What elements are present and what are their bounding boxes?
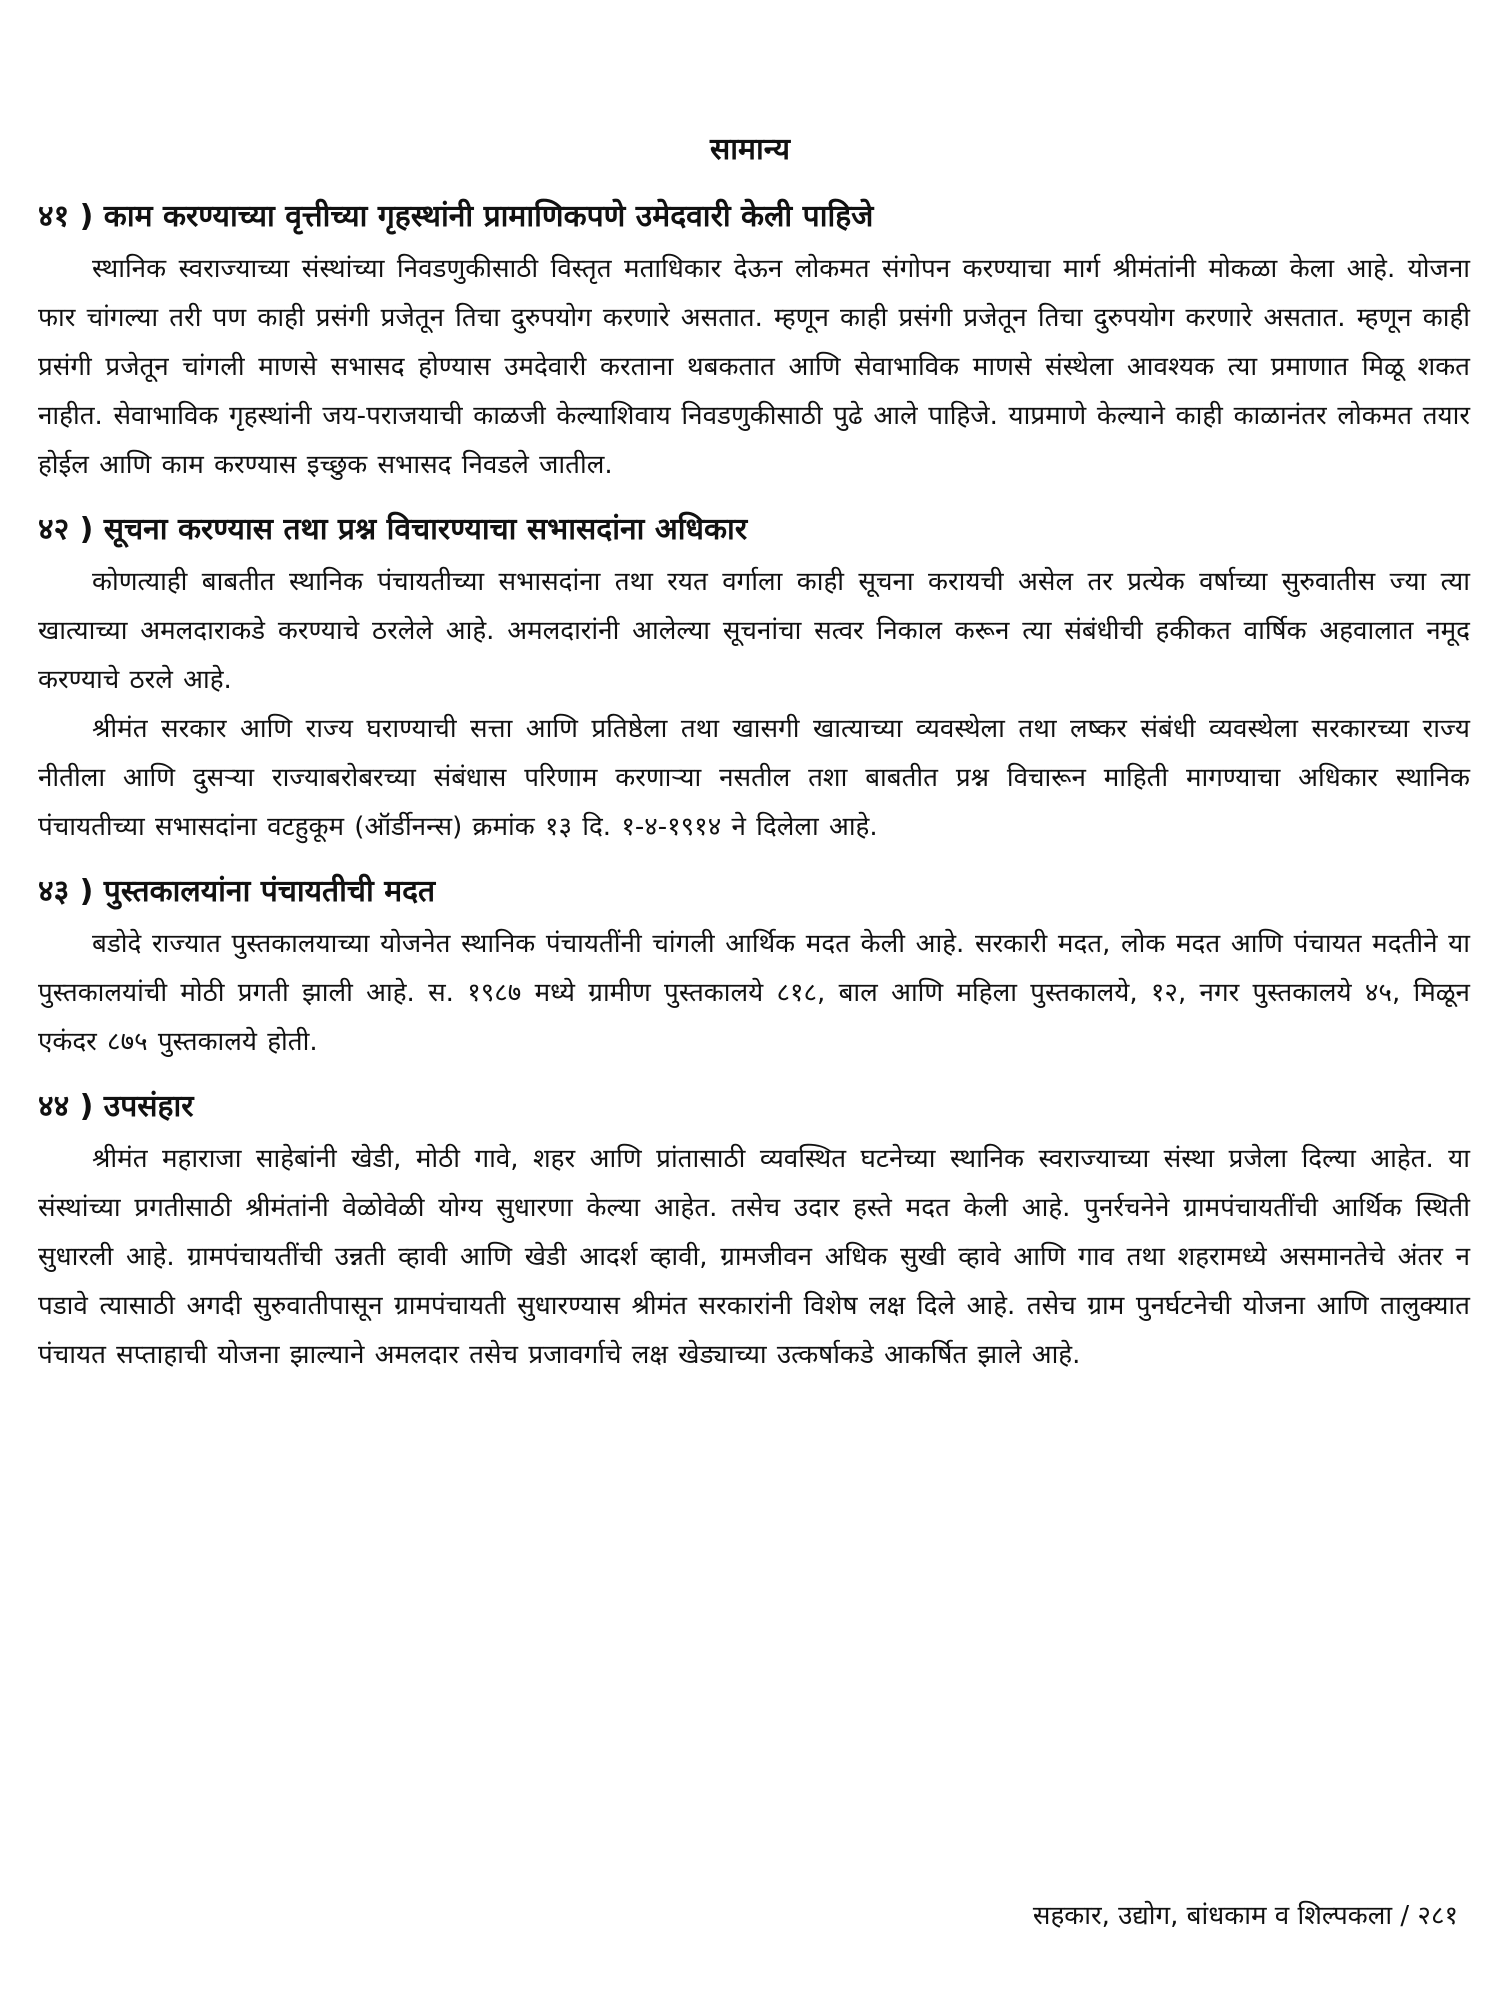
page-title: सामान्य xyxy=(709,132,790,167)
page-content xyxy=(38,195,1470,1398)
paragraph: बडोदे राज्यात पुस्तकालयाच्या योजनेत स्थानिक पंचायतींनी चांगली आर्थिक मदत केली आहे. सरकारी मदत, लोक मदत आणि पंचायत मदतीने या पुस्तकालयांची मोठी प्रगती झाली आहे. स. १९८७ मध्ये ग्रामीण पुस्तकालये ८१८, बाल आणि महिला पुस्तकालये, १२, नगर पुस्तकालये ४५, मिळून एकंदर ८७५ पुस्तकालये होती. xyxy=(38,929,1470,1057)
section-heading: ४२ ) सूचना करण्यास तथा प्रश्न विचारण्याचा सभासदांना अधिकार xyxy=(38,512,748,547)
section-heading: ४१ ) काम करण्याच्या वृत्तीच्या गृहस्थांनी प्रामाणिकपणे उमेदवारी केली पाहिजे xyxy=(38,199,874,234)
section-41 xyxy=(38,195,1470,490)
section-heading: ४३ ) पुस्तकालयांना पंचायतीची मदत xyxy=(38,874,436,909)
section-heading: ४४ ) उपसंहार xyxy=(38,1089,194,1124)
page-footer: सहकार, उद्योग, बांधकाम व शिल्पकला / २८१ xyxy=(1032,1901,1458,1931)
paragraph: स्थानिक स्वराज्याच्या संस्थांच्या निवडणुकीसाठी विस्तृत मताधिकार देऊन लोकमत संगोपन करण्याचा मार्ग श्रीमंतांनी मोकळा केला आहे. योजना फार चांगल्या तरी पण काही प्रसंगी प्रजेतून तिचा दुरुपयोग करणारे असतात. म्हणून काही प्रसंगी प्रजेतून तिचा दुरुपयोग करणारे असतात. म्हणून काही प्रसंगी प्रजेतून चांगली माणसे सभासद होण्यास उमदेवारी करताना थबकतात आणि सेवाभाविक माणसे संस्थेला आवश्यक त्या प्रमाणात मिळू शकत नाहीत. सेवाभाविक गृहस्थांनी जय-पराजयाची काळजी केल्याशिवाय निवडणुकीसाठी पुढे आले पाहिजे. याप्रमाणे केल्याने काही काळानंतर लोकमत तयार होईल आणि काम करण्यास इच्छुक सभासद निवडले जातील. xyxy=(38,254,1470,480)
section-42 xyxy=(38,508,1470,852)
section-43 xyxy=(38,870,1470,1067)
paragraph: श्रीमंत सरकार आणि राज्य घराण्याची सत्ता आणि प्रतिष्ठेला तथा खासगी खात्याच्या व्यवस्थेला तथा लष्कर संबंधी व्यवस्थेला सरकारच्या राज्य नीतीला आणि दुसऱ्या राज्याबरोबरच्या संबंधास परिणाम करणाऱ्या नसतील तशा बाबतीत प्रश्न विचारून माहिती मागण्याचा अधिकार स्थानिक पंचायतीच्या सभासदांना वटहुकूम (ऑर्डीनन्स) क्रमांक १३ दि. १-४-१९१४ ने दिलेला आहे. xyxy=(38,714,1470,842)
section-44 xyxy=(38,1085,1470,1380)
paragraph: श्रीमंत महाराजा साहेबांनी खेडी, मोठी गावे, शहर आणि प्रांतासाठी व्यवस्थित घटनेच्या स्थानिक स्वराज्याच्या संस्था प्रजेला दिल्या आहेत. या संस्थांच्या प्रगतीसाठी श्रीमंतांनी वेळोवेळी योग्य सुधारणा केल्या आहेत. तसेच उदार हस्ते मदत केली आहे. पुनर्रचनेने ग्रामपंचायतींची आर्थिक स्थिती सुधारली आहे. ग्रामपंचायतींची उन्नती व्हावी आणि खेडी आदर्श व्हावी, ग्रामजीवन अधिक सुखी व्हावे आणि गाव तथा शहरामध्ये असमानतेचे अंतर न पडावे त्यासाठी अगदी सुरुवातीपासून ग्रामपंचायती सुधारण्यास श्रीमंत सरकारांनी विशेष लक्ष दिले आहे. तसेच ग्राम पुनर्घटनेची योजना आणि तालुक्यात पंचायत सप्ताहाची योजना झाल्याने अमलदार तसेच प्रजावर्गाचे लक्ष खेड्याच्या उत्कर्षाकडे आकर्षित झाले आहे. xyxy=(38,1144,1470,1370)
paragraph: कोणत्याही बाबतीत स्थानिक पंचायतीच्या सभासदांना तथा रयत वर्गाला काही सूचना करायची असेल तर प्रत्येक वर्षाच्या सुरुवातीस ज्या त्या खात्याच्या अमलदाराकडे करण्याचे ठरलेले आहे. अमलदारांनी आलेल्या सूचनांचा सत्वर निकाल करून त्या संबंधीची हकीकत वार्षिक अहवालात नमूद करण्याचे ठरले आहे. xyxy=(38,567,1470,695)
